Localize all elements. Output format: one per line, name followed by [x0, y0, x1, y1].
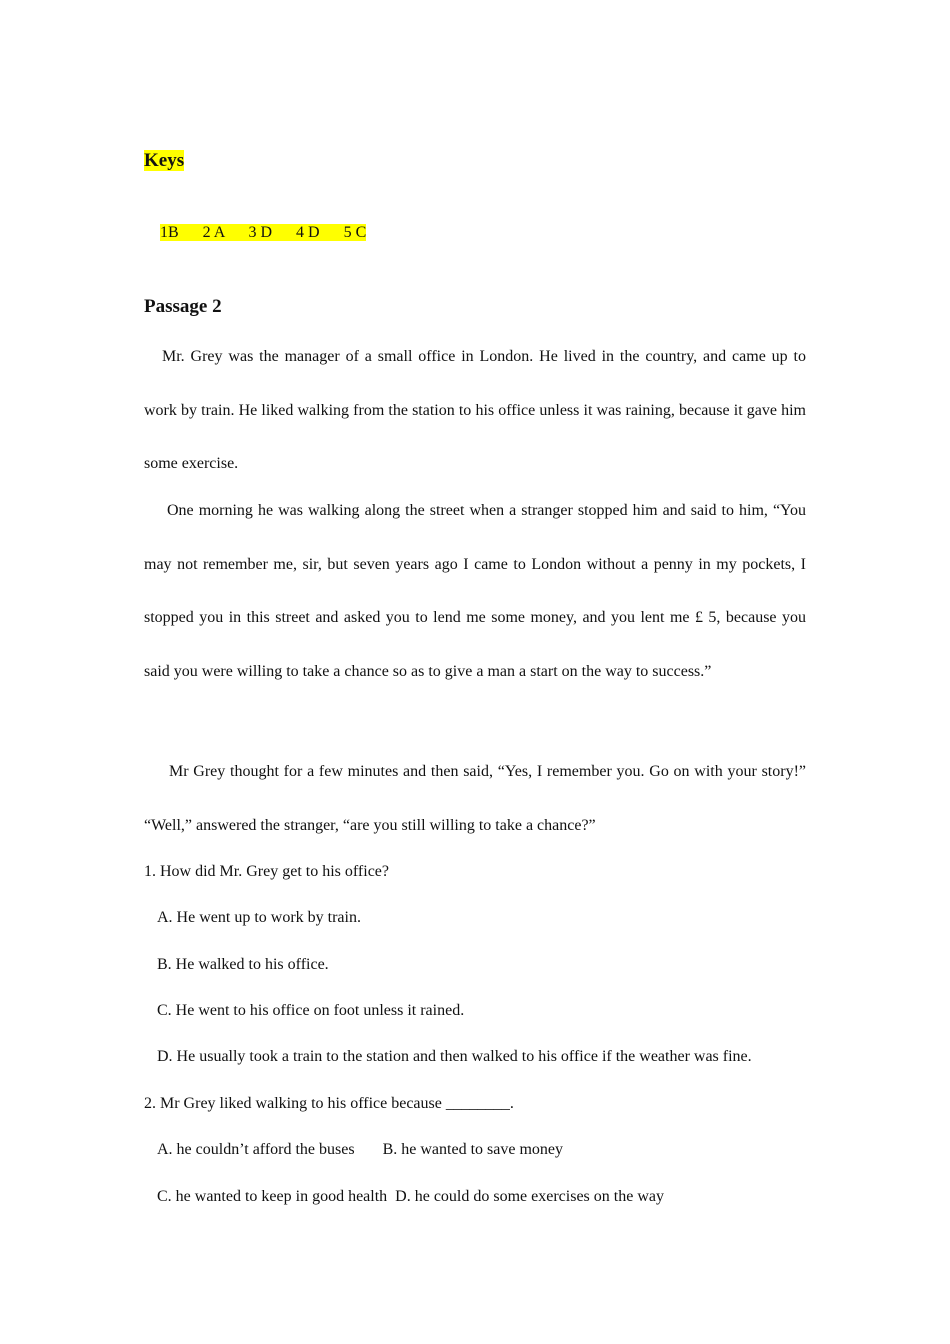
- question-1-option-d: D. He usually took a train to the station and then walked to his office if the weather was fine.: [157, 1048, 752, 1065]
- passage-paragraph-1: Mr. Grey was the manager of a small office in London. He lived in the country, and came up to work by train. He liked walking from the station to his office unless it was raining, because it gave him some exercise.: [144, 348, 806, 473]
- answer-keys-text: 1B 2 A 3 D 4 D 5 C: [160, 224, 367, 241]
- answer-keys: [144, 200, 366, 266]
- question-1-option-c: C. He went to his office on foot unless it rained.: [157, 1002, 465, 1019]
- question-1-option-a: A. He went up to work by train.: [157, 909, 361, 926]
- passage-paragraph-3: Mr Grey thought for a few minutes and then said, “Yes, I remember you. Go on with your story!” “Well,” answered the stranger, “are you still willing to take a chance?”: [144, 763, 806, 834]
- question-1-option-b: B. He walked to his office.: [157, 956, 329, 973]
- question-1-stem: 1. How did Mr. Grey get to his office?: [144, 863, 389, 880]
- question-2-options-cd: C. he wanted to keep in good health D. he could do some exercises on the way: [157, 1188, 664, 1205]
- keys-heading: [144, 149, 184, 173]
- question-2-stem: 2. Mr Grey liked walking to his office because ________.: [144, 1095, 514, 1112]
- question-2-options-ab: A. he couldn’t afford the buses B. he wanted to save money: [157, 1141, 563, 1158]
- keys-heading-text: Keys: [144, 150, 185, 171]
- passage-paragraph-2: One morning he was walking along the street when a stranger stopped him and said to him, “You may not remember me, sir, but seven years ago I came to London without a penny in my pockets, I stopped you in this street and asked you to lend me some money, and you lent me £ 5, because you said you were willing to take a chance so as to give a man a start on the way to success.”: [144, 502, 806, 681]
- passage-heading: Passage 2: [144, 296, 222, 317]
